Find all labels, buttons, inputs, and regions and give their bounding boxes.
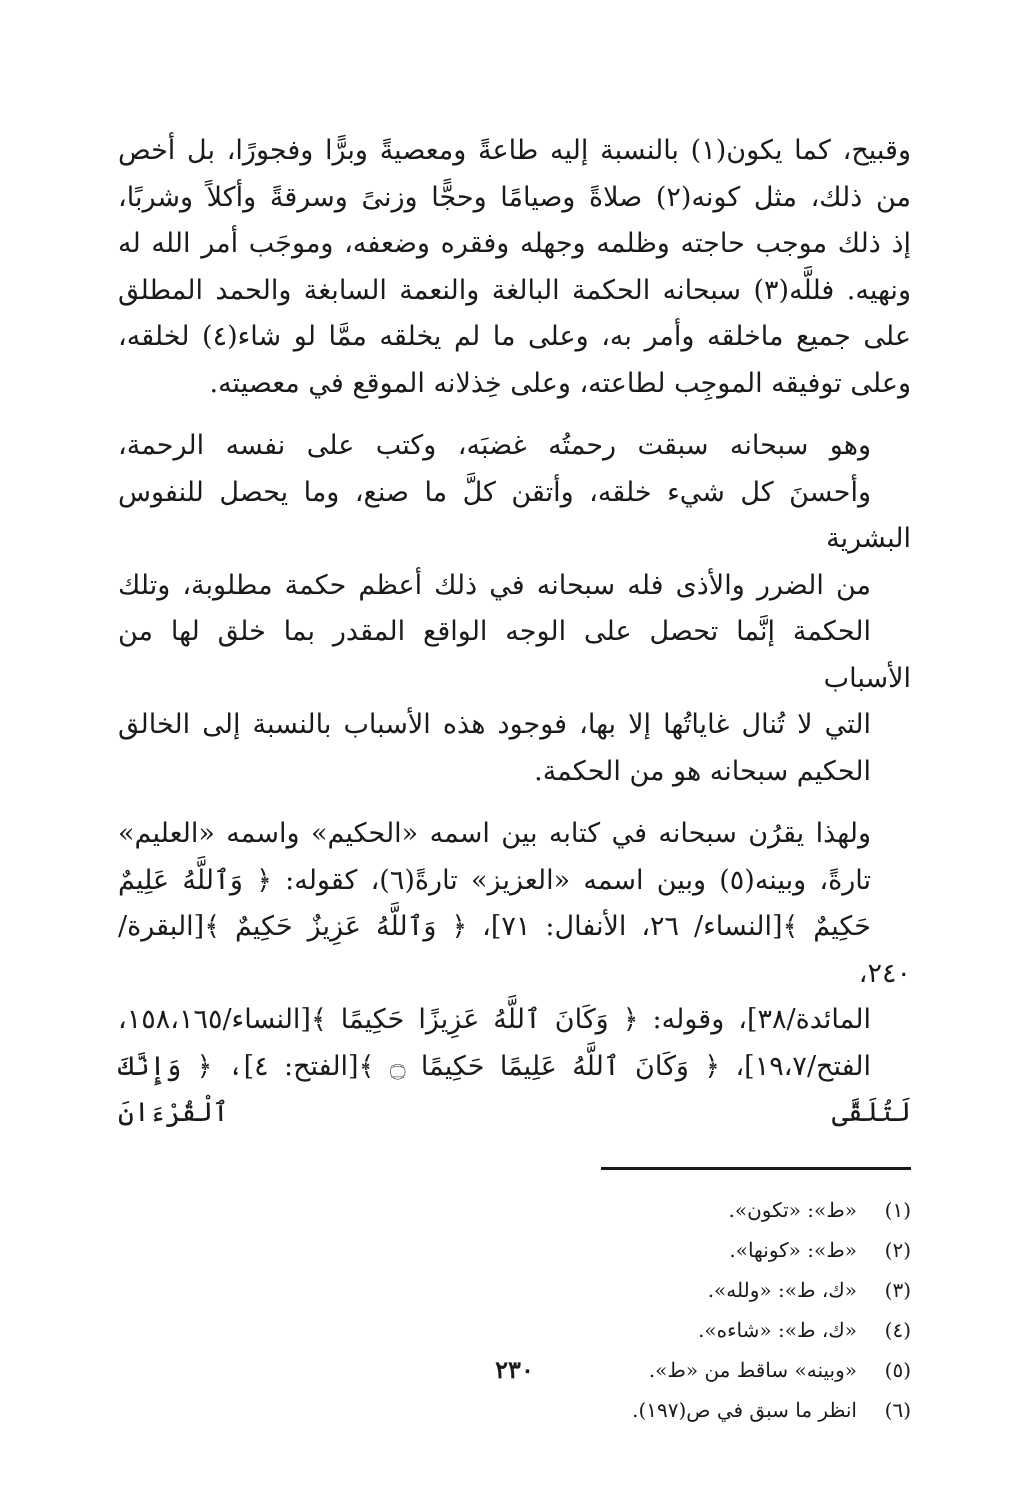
text-line: تارةً، وبينه(٥) وبين اسمه «العزيز» تارةً(٦)، كقوله: ﴿ وَٱللَّهُ عَلِيمٌ bbox=[118, 864, 871, 896]
footnote-number: (٤) bbox=[884, 1317, 911, 1342]
footnote-number: (١) bbox=[884, 1197, 911, 1222]
text-line: ولهذا يقرُن سبحانه في كتابه بين اسمه «الحكيم» واسمه «العليم» bbox=[118, 818, 871, 849]
text-line: التي لا تُنال غاياتُها إلا بها، فوجود هذه الأسباب بالنسبة إلى الخالق bbox=[118, 709, 871, 740]
text-line: إذ ذلك موجب حاجته وظلمه وجهله وفقره وضعفه، وموجَب أمر الله له bbox=[118, 228, 911, 259]
text-line: الفتح/١٩،٧]، ﴿ وَكَانَ ٱللَّهُ عَلِيمًا حَكِيمًا ۝ ﴾[الفتح: ٤]، ﴿ وَإِنَّكَ لَتُلَقَّى ٱلْقُرْءَانَ bbox=[118, 1050, 911, 1128]
text-line: وأحسنَ كل شيء خلقه، وأتقن كلَّ ما صنع، وما يحصل للنفوس البشرية bbox=[118, 476, 911, 554]
footnote-text: «وبينه» ساقط من «ط». bbox=[648, 1357, 857, 1382]
text-line: الحكمة إنَّما تحصل على الوجه الواقع المقدر بما خلق لها من الأسباب bbox=[118, 616, 911, 694]
footnote-text: «ك، ط»: «شاءه». bbox=[698, 1317, 857, 1342]
footnote-number: (٣) bbox=[884, 1277, 911, 1302]
text-line: من الضرر والأذى فله سبحانه في ذلك أعظم حكمة مطلوبة، وتلك bbox=[118, 569, 872, 601]
page-number: ٢٣٠ bbox=[495, 1355, 534, 1384]
footnote-text: «ك، ط»: «ولله». bbox=[707, 1277, 857, 1302]
footnote-number: (٥) bbox=[884, 1357, 911, 1382]
footnote-text: «ط»: «كونها». bbox=[729, 1237, 857, 1262]
footnote-number: (٢) bbox=[884, 1237, 911, 1262]
footnote-text: انظر ما سبق في ص(١٩٧). bbox=[632, 1397, 857, 1422]
footnote-text: «ط»: «تكون». bbox=[728, 1197, 857, 1222]
footnote bbox=[118, 1390, 911, 1430]
footnote bbox=[118, 1310, 911, 1350]
text-line: ونهيه. فللَّه(٣) سبحانه الحكمة البالغة والنعمة السابغة والحمد المطلق bbox=[118, 274, 911, 306]
footnote-number: (٦) bbox=[884, 1397, 911, 1422]
text-line: الحكيم سبحانه هو من الحكمة. bbox=[534, 755, 871, 787]
text-line: وعلى توفيقه الموجِب لطاعته، وعلى خِذلانه الموقع في معصيته. bbox=[209, 367, 911, 399]
text-line: على جميع ماخلقه وأمر به، وعلى ما لم يخلقه ممَّا لو شاء(٤) لخلقه، bbox=[118, 321, 911, 352]
footnote bbox=[118, 1230, 911, 1270]
footnote-divider bbox=[601, 1167, 911, 1170]
text-line: المائدة/٣٨]، وقوله: ﴿ وَكَانَ ٱللَّهُ عَزِيزًا حَكِيمًا ﴾[النساء/١٥٨،١٦٥، bbox=[118, 1004, 871, 1035]
paragraph-1 bbox=[118, 128, 911, 407]
text-line: وقبيح، كما يكون(١) بالنسبة إليه طاعةً ومعصيةً وبرًّا وفجورًا، بل أخص bbox=[118, 135, 911, 166]
paragraph-2 bbox=[118, 423, 911, 795]
text-line: من ذلك، مثل كونه(٢) صلاةً وصيامًا وحجًّا وزنىً وسرقةً وأكلاً وشربًا، bbox=[118, 181, 911, 213]
footnotes bbox=[118, 1190, 911, 1430]
paragraph-3 bbox=[118, 811, 911, 1137]
footnote bbox=[118, 1190, 911, 1230]
footnote bbox=[118, 1270, 911, 1310]
text-line: وهو سبحانه سبقت رحمتُه غضبَه، وكتب على نفسه الرحمة، bbox=[118, 430, 871, 461]
text-line: حَكِيمٌ ﴾[النساء/ ٢٦، الأنفال: ٧١]، ﴿ وَٱللَّهُ عَزِيزٌ حَكِيمٌ ﴾[البقرة/ ٢٤٠، bbox=[118, 911, 911, 989]
